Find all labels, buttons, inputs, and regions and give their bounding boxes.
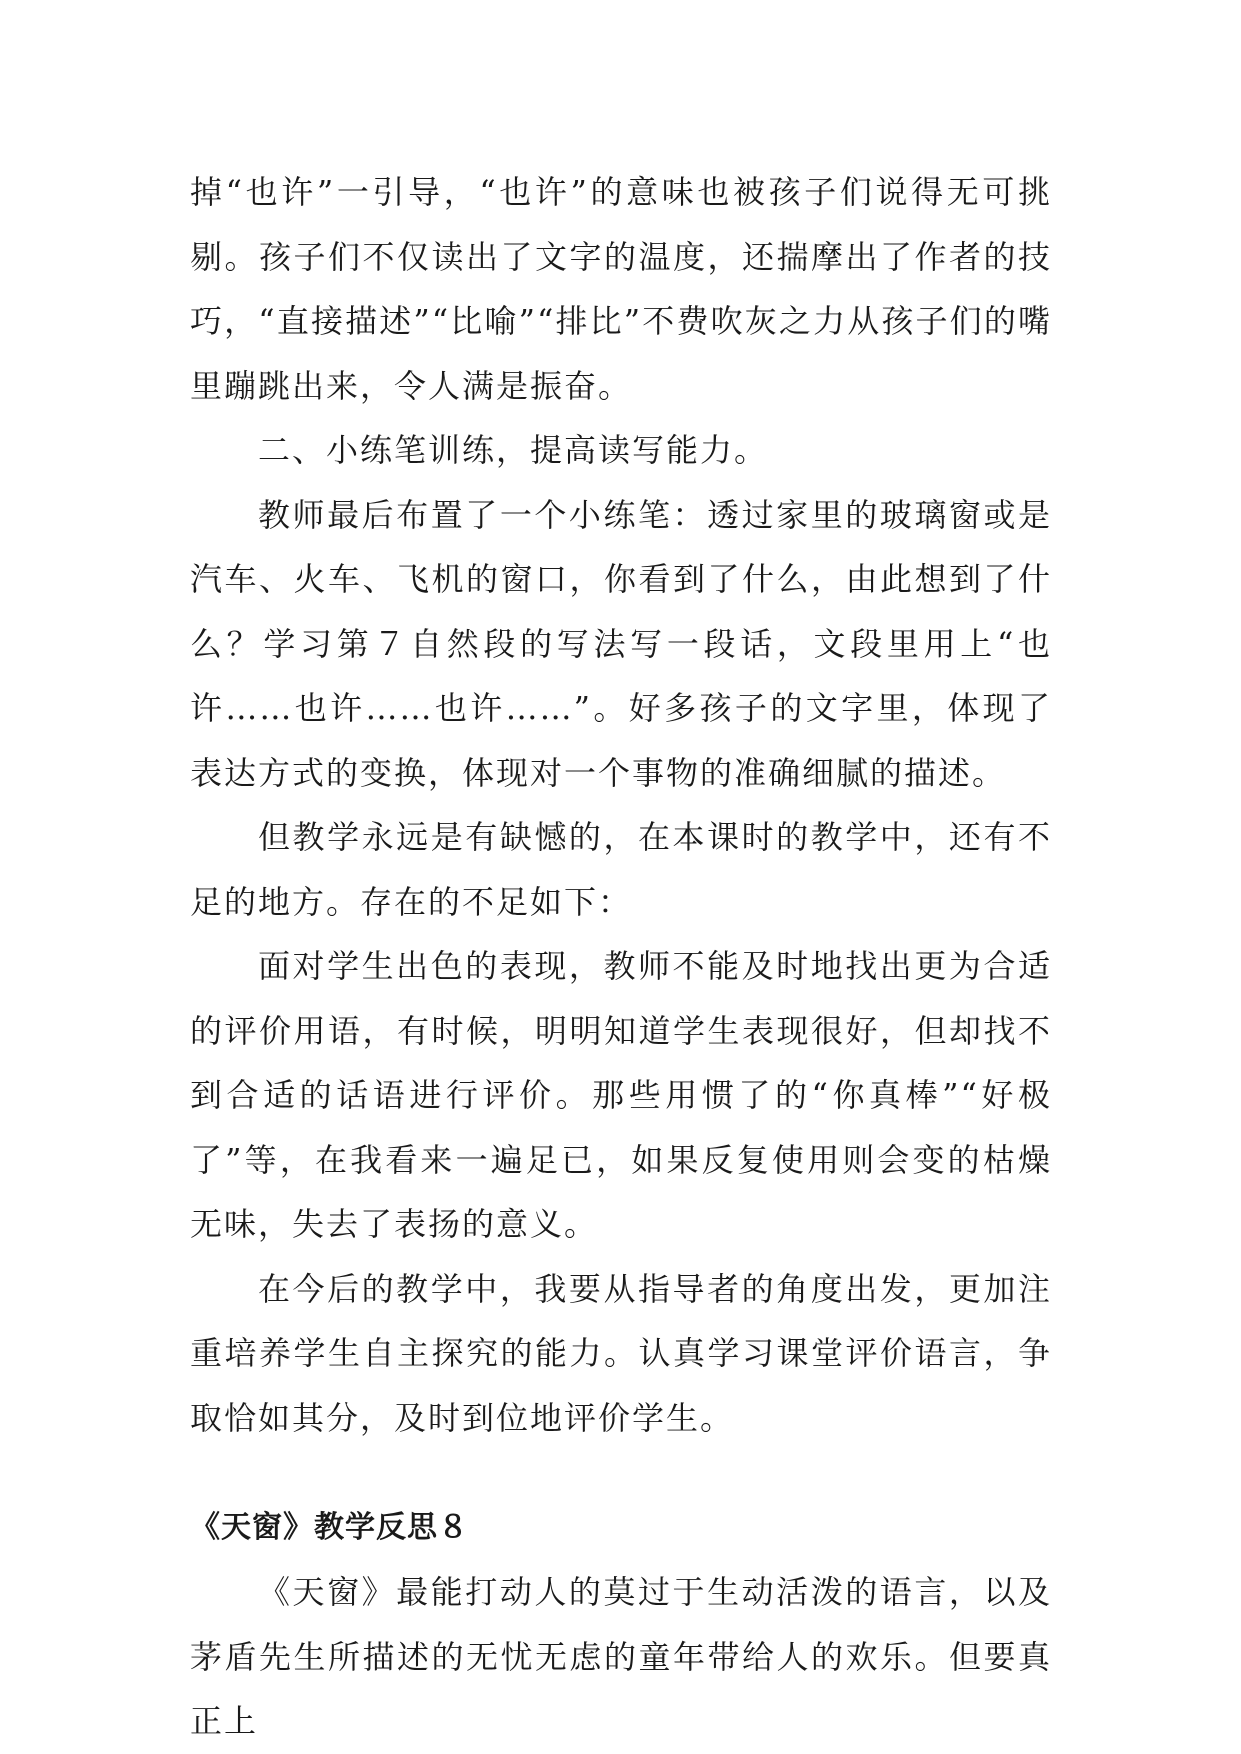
section-title: 《天窗》教学反思８	[190, 1510, 469, 1545]
paragraph-section-intro: 《天窗》最能打动人的莫过于生动活泼的语言，以及茅盾先生所描述的无忧无虑的童年带给人的欢乐。但要真正上	[190, 1573, 1052, 1740]
paragraph-continuation: 掉“也许”一引导，“也许”的意味也被孩子们说得无可挑剔。孩子们不仅读出了文字的温度，还揣摩出了作者的技巧，“直接描述”“比喻”“排比”不费吹灰之力从孩子们的嘴里蹦跳出来，令人满是振奋。	[190, 173, 1052, 405]
document-body	[190, 160, 1052, 1754]
paragraph-practice: 教师最后布置了一个小练笔：透过家里的玻璃窗或是汽车、火车、飞机的窗口，你看到了什么，由此想到了什么？学习第７自然段的写法写一段话，文段里用上“也许……也许……也许……”。好多孩子的文字里，体现了表达方式的变换，体现对一个事物的准确细腻的描述。	[190, 495, 1052, 792]
paragraph-subheading: 二、小练笔训练，提高读写能力。	[258, 431, 769, 469]
paragraph-shortcomings-intro: 但教学永远是有缺憾的，在本课时的教学中，还有不足的地方。存在的不足如下：	[190, 818, 1052, 921]
paragraph-future: 在今后的教学中，我要从指导者的角度出发，更加注重培养学生自主探究的能力。认真学习课堂评价语言，争取恰如其分，及时到位地评价学生。	[190, 1269, 1052, 1437]
paragraph-shortcomings: 面对学生出色的表现，教师不能及时地找出更为合适的评价用语，有时候，明明知道学生表现很好，但却找不到合适的话语进行评价。那些用惯了的“你真棒”“好极了”等，在我看来一遍足已，如果反复使用则会变的枯燥无味，失去了表扬的意义。	[190, 947, 1052, 1243]
